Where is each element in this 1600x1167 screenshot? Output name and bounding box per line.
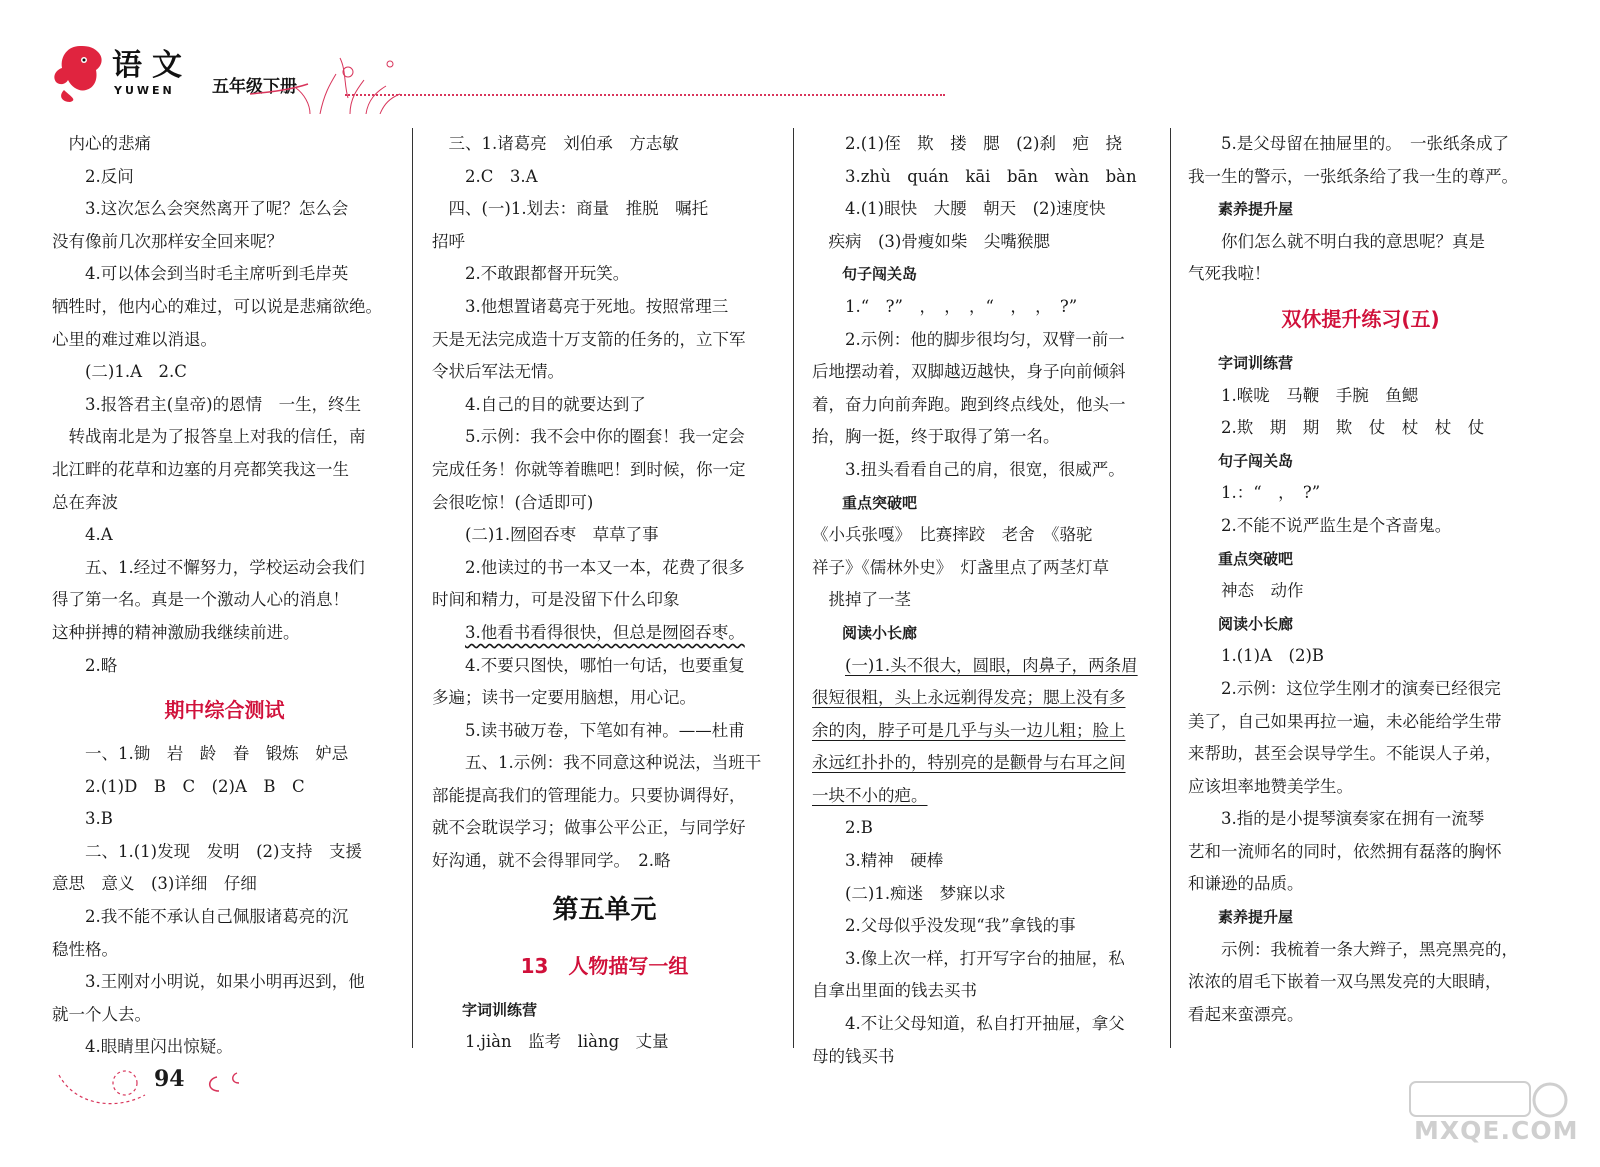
answer-line: 3.报答君主(皇帝)的恩情 一生，终生	[85, 394, 362, 414]
answer-line: 5.读书破万卷，下笔如有神。——杜甫	[465, 720, 745, 740]
subsection-label: 句子闯关岛	[842, 265, 918, 284]
answer-line: 很短很粗，头上永远剃得发亮；腮上没有多	[812, 688, 1126, 708]
answer-line: (二)1.痴迷 梦寐以求	[845, 883, 1006, 903]
answer-line: 疾病 (3)骨瘦如柴 尖嘴猴腮	[828, 231, 1050, 251]
answer-line: 2.C 3.A	[465, 166, 538, 186]
answer-line: 你们怎么就不明白我的意思呢？真是	[1221, 231, 1485, 251]
answer-line: 转战南北是为了报答皇上对我的信任，南	[68, 427, 366, 447]
answer-line: 2.B	[845, 818, 873, 838]
answer-line: 应该坦率地赞美学生。	[1188, 776, 1353, 796]
answer-line: 5.示例：我不会中你的圈套！我一定会	[465, 427, 745, 447]
answer-line: 3.zhù quán kāi bān wàn bàn	[845, 166, 1137, 186]
answer-line: 招呼	[432, 231, 465, 251]
answer-line: 示例：我梳着一条大辫子，黑亮黑亮的，	[1221, 939, 1518, 959]
subsection-label: 阅读小长廊	[842, 623, 918, 642]
answer-line: 总在奔波	[52, 492, 118, 512]
answer-line: 看起来蛮漂亮。	[1188, 1004, 1304, 1024]
answer-line: 和谦逊的品质。	[1188, 874, 1304, 894]
answer-column-3	[812, 128, 1157, 1073]
logo-title: 语文	[112, 48, 192, 83]
answer-line: (一)1.头不很大，圆眼，肉鼻子，两条眉	[845, 655, 1138, 675]
answer-line: 3.扭头看看自己的肩，很宽，很威严。	[845, 459, 1125, 479]
subsection-label: 字词训练营	[1218, 353, 1294, 372]
section-title: 期中综合测试	[164, 698, 285, 723]
answer-line: 2.示例：这位学生刚才的演奏已经很完	[1221, 678, 1501, 698]
answer-line: 2.不敢跟都督开玩笑。	[465, 264, 630, 284]
answer-column-4	[1188, 128, 1533, 1031]
answer-line: 2.(1)侄 欺 搂 腮 (2)刹 疤 挠	[845, 134, 1122, 153]
answer-line: 神态 动作	[1221, 581, 1304, 601]
grade-label: 五年级下册	[212, 77, 297, 97]
answer-line: 会很吃惊！(合适即可)	[432, 492, 594, 512]
answer-line: 后地摆动着，双脚越迈越快，身子向前倾斜	[812, 362, 1126, 382]
answer-line: 1.(1)A (2)B	[1221, 646, 1325, 666]
answer-line: 气死我啦！	[1188, 264, 1271, 284]
answer-line: 部能提高我们的管理能力。只要协调得好，	[432, 785, 746, 805]
answer-line: 4.可以体会到当时毛主席听到毛岸英	[85, 264, 349, 284]
section-title: 双休提升练习(五)	[1281, 306, 1440, 331]
answer-line: 3.B	[85, 809, 113, 829]
answer-line: 2.我不能不承认自己佩服诸葛亮的沉	[85, 907, 349, 927]
answer-line: 时间和精力，可是没留下什么印象	[432, 590, 680, 610]
answer-line: 北江畔的花草和边塞的月亮都笑我这一生	[52, 459, 349, 479]
answer-line: 4.A	[85, 525, 113, 545]
answer-line: 五、1.经过不懈努力，学校运动会我们	[85, 557, 365, 577]
answer-line: 抬，胸一挺，终于取得了第一名。	[812, 427, 1060, 447]
answer-line: 美了，自己如果再拉一遍，未必能给学生带	[1188, 711, 1502, 731]
answer-line: 1.喉咙 马鞭 手腕 鱼鳃	[1221, 385, 1419, 405]
answer-line: 四、(一)1.划去：商量 推脱 嘱托	[448, 199, 709, 219]
answer-line: 心里的难过难以消退。	[52, 329, 217, 349]
subsection-label: 素养提升屋	[1218, 200, 1294, 219]
answer-line: 挑掉了一茎	[828, 590, 911, 610]
answer-line: 3.王刚对小明说，如果小明再迟到，他	[85, 972, 365, 992]
answer-line: 艺和一流师名的同时，依然拥有磊落的胸怀	[1188, 841, 1502, 861]
answer-line: 4.不让父母知道，私自打开抽屉，拿父	[845, 1014, 1125, 1034]
answer-line: (二)1.囫囵吞枣 草草了事	[465, 525, 659, 545]
answer-line: 2.略	[85, 655, 118, 675]
answer-line: 4.眼睛里闪出惊疑。	[85, 1037, 233, 1057]
answer-line: 2.反问	[85, 166, 134, 186]
answer-line: 着，奋力向前奔跑。跑到终点线处，他头一	[812, 394, 1126, 414]
answer-line: 我一生的警示，一张纸条给了我一生的尊严。	[1188, 166, 1518, 186]
logo-subtitle: YUWEN	[114, 84, 175, 97]
answer-line: 3.这次怎么会突然离开了呢？怎么会	[85, 199, 349, 219]
answer-column-1	[52, 128, 397, 1064]
answer-line: 天是无法完成造十万支箭的任务的，立下军	[432, 329, 746, 349]
answer-line: 3.像上次一样，打开写字台的抽屉，私	[845, 948, 1125, 968]
answer-line: 4.(1)眼快 大腰 朝天 (2)速度快	[845, 199, 1106, 219]
grass-decoration-icon	[190, 54, 490, 114]
answer-line: 1.“ ?” ， ， ，“ ， ， ?”	[845, 296, 1078, 316]
answer-line: 稳性格。	[52, 939, 118, 959]
answer-line: 就一个人去。	[52, 1004, 151, 1024]
subsection-label: 阅读小长廊	[1218, 614, 1294, 633]
answer-line: 内心的悲痛	[68, 134, 151, 153]
answer-line: 永远红扑扑的，特别亮的是颧骨与右耳之间	[812, 753, 1126, 773]
answer-line: 1.jiàn 监考 liàng 丈量	[465, 1032, 669, 1052]
subsection-label: 重点突破吧	[842, 493, 918, 512]
subsection-label: 句子闯关岛	[1218, 451, 1294, 470]
answer-line: 这种拼搏的精神激励我继续前进。	[52, 622, 300, 642]
answer-line: 来帮助，甚至会误导学生。不能误人子弟，	[1188, 744, 1502, 764]
answer-line: 3.他想置诸葛亮于死地。按照常理三	[465, 296, 729, 316]
fox-mascot-icon	[50, 40, 110, 104]
answer-line: 二、1.(1)发现 发明 (2)支持 支援	[85, 841, 362, 861]
unit-title: 第五单元	[552, 894, 657, 925]
header-divider	[345, 94, 945, 96]
subsection-label: 素养提升屋	[1218, 908, 1294, 927]
answer-line: 2.示例：他的脚步很均匀，双臂一前一	[845, 329, 1125, 349]
answer-line: 2.欺 期 期 欺 仗 杖 杖 仗	[1221, 418, 1485, 438]
answer-line: 1.：“ ， ?”	[1221, 483, 1321, 503]
answer-line: 2.不能不说严监生是个吝啬鬼。	[1221, 515, 1452, 535]
answer-line: 令状后军法无情。	[432, 362, 564, 382]
page-number: 94	[154, 1066, 185, 1092]
answer-line: 3.他看书看得很快，但总是囫囵吞枣。	[465, 622, 745, 642]
page-header	[50, 40, 950, 110]
answer-line: 2.他读过的书一本又一本，花费了很多	[465, 557, 745, 577]
answer-line: 一、1.锄 岩 龄 眷 锻炼 妒忌	[85, 744, 349, 764]
answer-line: 自拿出里面的钱去买书	[812, 981, 977, 1001]
answer-line: 完成任务！你就等着瞧吧！到时候，你一定	[432, 459, 746, 479]
answer-line: 得了第一名。真是一个激动人心的消息！	[52, 590, 349, 610]
answer-line: 一块不小的疤。	[812, 785, 928, 805]
answer-line: 2.父母似乎没发现“我”拿钱的事	[845, 916, 1076, 936]
answer-line: 好沟通，就不会得罪同学。 2.略	[432, 851, 671, 871]
section-title: 13 人物描写一组	[520, 953, 689, 978]
subsection-label: 字词训练营	[462, 1000, 538, 1019]
answer-line: 母的钱买书	[812, 1046, 895, 1066]
subsection-label: 重点突破吧	[1218, 549, 1294, 568]
answer-line: 祥子》《儒林外史》 灯盏里点了两茎灯草	[812, 557, 1109, 577]
answer-column-2	[432, 128, 777, 1059]
answer-line: 4.不要只图快，哪怕一句话，也要重复	[465, 655, 745, 675]
answer-line: 3.指的是小提琴演奏家在拥有一流琴	[1221, 809, 1485, 829]
answer-line: 2.(1)D B C (2)A B C	[85, 776, 305, 796]
answer-line: 4.自己的目的就要达到了	[465, 394, 646, 414]
answer-line: 多遍；读书一定要用脑想，用心记。	[432, 688, 696, 708]
answer-line: 就不会耽误学习；做事公平公正，与同学好	[432, 818, 746, 838]
answer-line: 余的肉，脖子可是几乎与头一边儿粗；脸上	[812, 720, 1126, 740]
column-divider	[412, 128, 413, 1048]
answer-line: 牺牲时，他内心的难过，可以说是悲痛欲绝。	[52, 296, 382, 316]
column-divider	[793, 128, 794, 1048]
answer-line: 三、1.诸葛亮 刘伯承 方志敏	[448, 134, 679, 153]
answer-line: 《小兵张嘎》 比赛摔跤 老舍 《骆驼	[812, 525, 1093, 545]
answer-line: (二)1.A 2.C	[85, 362, 187, 382]
answer-line: 意思 意义 (3)详细 仔细	[52, 874, 257, 894]
column-divider	[1170, 128, 1171, 1048]
answer-line: 浓浓的眉毛下嵌着一双乌黑发亮的大眼睛，	[1188, 972, 1502, 992]
answer-line: 5.是父母留在抽屉里的。 一张纸条成了	[1221, 134, 1509, 153]
answer-line: 3.精神 硬棒	[845, 851, 944, 871]
watermark-text: MXQE.COM	[1414, 1116, 1579, 1145]
answer-line: 五、1.示例：我不同意这种说法，当班干	[465, 753, 762, 773]
answer-line: 没有像前几次那样安全回来呢？	[52, 231, 283, 251]
